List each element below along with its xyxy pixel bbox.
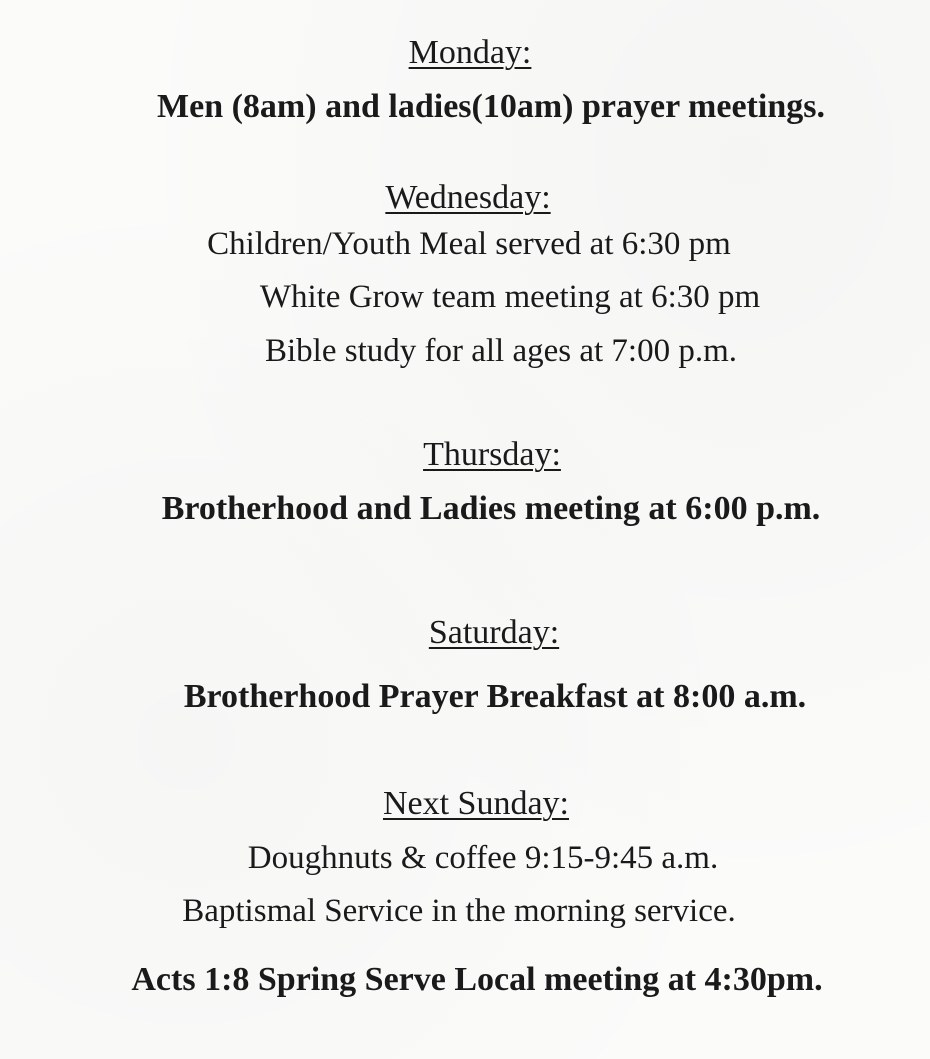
- next-sunday-acts-serve-line: Acts 1:8 Spring Serve Local meeting at 4:30pm.: [131, 961, 823, 998]
- thursday-brotherhood-ladies-line: Brotherhood and Ladies meeting at 6:00 p.m.: [161, 490, 821, 527]
- saturday-prayer-breakfast-line: Brotherhood Prayer Breakfast at 8:00 a.m.: [183, 678, 807, 715]
- wednesday-heading: Wednesday:: [385, 179, 551, 216]
- next-sunday-heading: Next Sunday:: [382, 785, 570, 822]
- wednesday-youth-meal-line: Children/Youth Meal served at 6:30 pm: [207, 226, 731, 262]
- monday-prayer-meetings-line: Men (8am) and ladies(10am) prayer meetings.: [157, 88, 825, 125]
- thursday-heading: Thursday:: [423, 436, 561, 473]
- next-sunday-doughnuts-line: Doughnuts & coffee 9:15-9:45 a.m.: [247, 840, 719, 876]
- wednesday-bible-study-line: Bible study for all ages at 7:00 p.m.: [264, 333, 737, 369]
- monday-heading: Monday:: [408, 34, 532, 71]
- wednesday-grow-team-line: White Grow team meeting at 6:30 pm: [259, 279, 761, 315]
- next-sunday-baptismal-line: Baptismal Service in the morning service.: [182, 893, 736, 929]
- saturday-heading: Saturday:: [428, 614, 560, 651]
